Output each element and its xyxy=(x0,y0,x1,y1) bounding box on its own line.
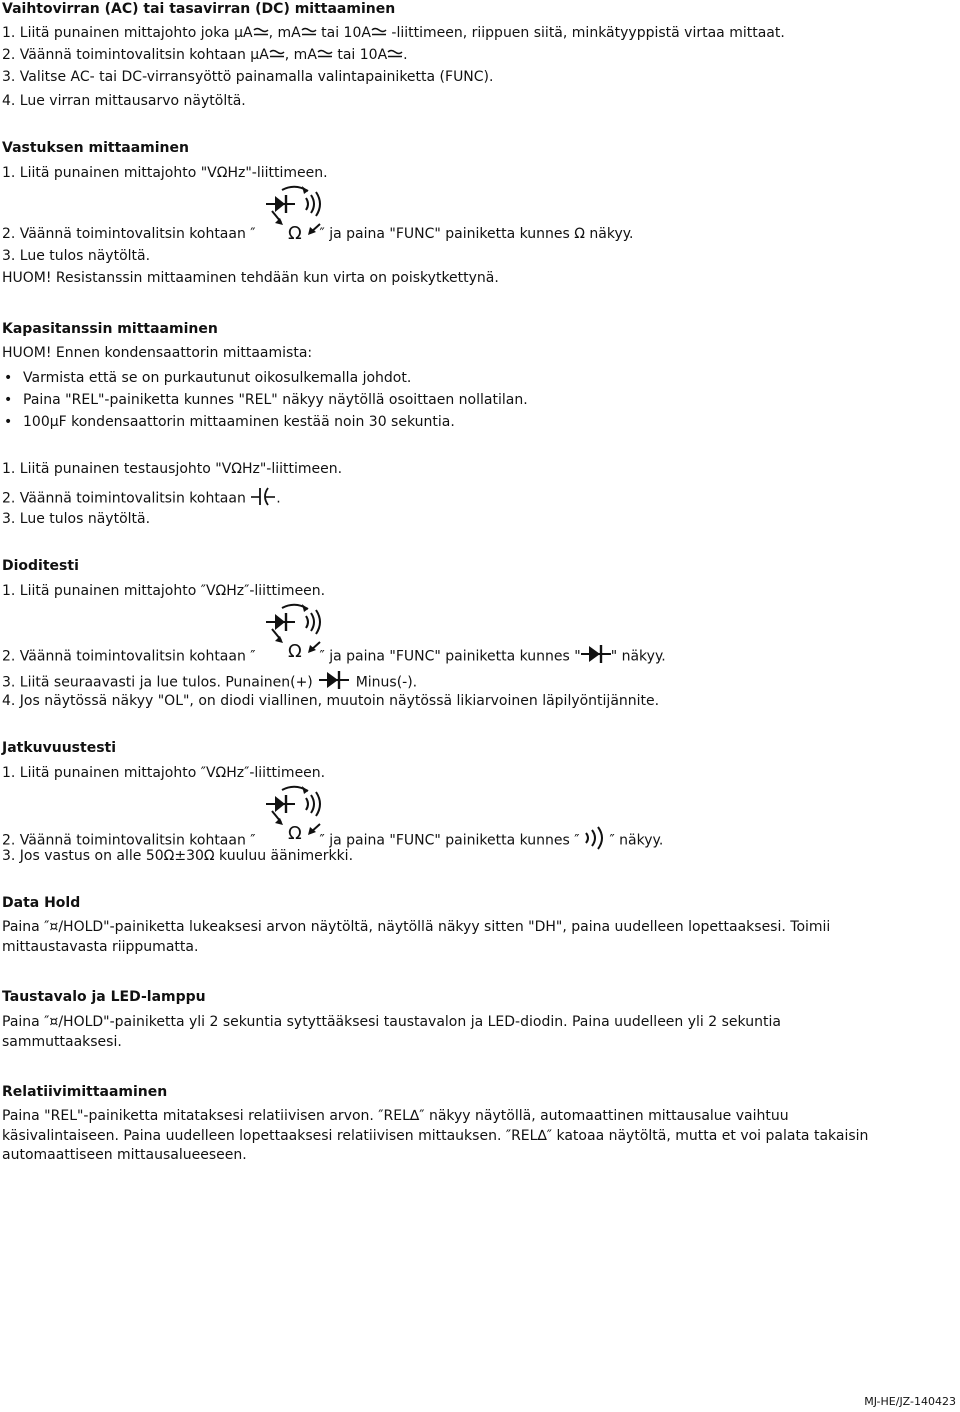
step-text: ″ näkyy. xyxy=(609,832,664,849)
list-item-text: Paina "REL"-painiketta kunnes "REL" näkyy näytöllä osoittaen nollatilan. xyxy=(23,392,528,408)
step-text: 2. Väännä toimintovalitsin kohtaan xyxy=(2,490,246,507)
step-text: 2. Väännä toimintovalitsin kohtaan μA xyxy=(2,47,269,63)
step-text: tai 10A xyxy=(316,25,371,41)
ac-dc-symbol-icon xyxy=(269,46,285,64)
ac-dc-symbol-icon xyxy=(371,24,387,42)
step-text: Minus(-). xyxy=(355,674,418,691)
step-text: -liittimeen, riippuen siitä, minkätyyppistä virtaa mittaat. xyxy=(386,25,785,41)
list-item-text: Varmista että se on purkautunut oikosulkemalla johdot. xyxy=(23,370,412,386)
bullet-dot: • xyxy=(4,392,13,408)
step-text: . xyxy=(276,490,281,507)
document-code: MJ-HE/JZ-140423 xyxy=(864,1395,956,1408)
diode-icon xyxy=(581,643,611,670)
ac-dc-step-2 xyxy=(2,46,408,64)
ac-dc-symbol-icon xyxy=(387,46,403,64)
step-text: 1. Liitä punainen mittajohto joka μA xyxy=(2,25,253,41)
capacitance-step-2 xyxy=(2,486,281,511)
list-item-text: 100μF kondensaattorin mittaaminen kestää noin 30 sekuntia. xyxy=(23,414,455,430)
section-heading-backlight: Taustavalo ja LED-lamppu xyxy=(2,989,206,1005)
backlight-text: Paina ″¤/HOLD"-painiketta yli 2 sekuntia sytyttääksesi taustavalon ja LED-diodin. Paina uudelleen yli 2 sekuntia sammuttaaksesi. xyxy=(2,1014,781,1050)
diode-step-4: 4. Jos näytössä näkyy "OL", on diodi viallinen, muutoin näytössä likiarvoinen läpilyöntijännite. xyxy=(2,693,660,709)
ac-dc-step-3: 3. Valitse AC- tai DC-virransyöttö painamalla valintapainiketta (FUNC). xyxy=(2,69,494,85)
capacitor-icon xyxy=(250,486,276,511)
step-text: " näkyy. xyxy=(610,648,666,665)
step-text: ″ ja paina "FUNC" painiketta kunnes Ω näkyy. xyxy=(319,226,634,242)
bullet-dot: • xyxy=(4,414,13,430)
bullet-dot: • xyxy=(4,370,13,386)
step-text: , mA xyxy=(284,47,317,63)
ac-dc-step-1 xyxy=(2,24,785,42)
section-heading-relative: Relatiivimittaaminen xyxy=(2,1084,168,1100)
step-text: , mA xyxy=(268,25,301,41)
section-heading-ac-dc: Vaihtovirran (AC) tai tasavirran (DC) mittaaminen xyxy=(2,1,396,17)
diode-ohm-continuity-dial-icon xyxy=(262,184,330,246)
ac-dc-symbol-icon xyxy=(317,46,333,64)
section-heading-diode: Dioditesti xyxy=(2,558,79,574)
ac-dc-symbol-icon xyxy=(301,24,317,42)
continuity-step-1: 1. Liitä punainen mittajohto ″VΩHz″-liittimeen. xyxy=(2,765,326,781)
diode-step-1: 1. Liitä punainen mittajohto ″VΩHz″-liittimeen. xyxy=(2,583,326,599)
svg-text:Ω: Ω xyxy=(288,823,302,844)
capacitance-step-1: 1. Liitä punainen testausjohto "VΩHz"-liittimeen. xyxy=(2,461,343,477)
step-text: 2. Väännä toimintovalitsin kohtaan ″ xyxy=(2,226,256,242)
step-text: 2. Väännä toimintovalitsin kohtaan ″ xyxy=(2,832,256,849)
step-text: ″ ja paina "FUNC" painiketta kunnes " xyxy=(319,648,581,665)
step-text: ″ ja paina "FUNC" painiketta kunnes ″ xyxy=(319,832,580,849)
section-heading-continuity: Jatkuvuustesti xyxy=(2,740,117,756)
list-item xyxy=(4,391,528,409)
diode-step-2 xyxy=(2,643,666,670)
list-item xyxy=(4,369,411,387)
step-text: 3. Liitä seuraavasti ja lue tulos. Punainen(+) xyxy=(2,674,313,691)
continuity-step-3: 3. Jos vastus on alle 50Ω±30Ω kuuluu äänimerkki. xyxy=(2,848,354,864)
resistance-step-1: 1. Liitä punainen mittajohto "VΩHz"-liittimeen. xyxy=(2,165,328,181)
ac-dc-step-4: 4. Lue virran mittausarvo näytöltä. xyxy=(2,93,246,109)
section-heading-capacitance: Kapasitanssin mittaaminen xyxy=(2,321,218,337)
step-text: tai 10A xyxy=(332,47,388,63)
section-heading-data-hold: Data Hold xyxy=(2,895,81,911)
step-text: 2. Väännä toimintovalitsin kohtaan ″ xyxy=(2,648,256,665)
capacitance-step-3: 3. Lue tulos näytöltä. xyxy=(2,511,151,527)
list-item xyxy=(4,413,455,431)
svg-text:Ω: Ω xyxy=(288,223,302,244)
resistance-note: HUOM! Resistanssin mittaaminen tehdään kun virta on poiskytkettynä. xyxy=(2,270,499,286)
ac-dc-symbol-icon xyxy=(253,24,269,42)
capacitance-note: HUOM! Ennen kondensaattorin mittaamista: xyxy=(2,345,313,361)
step-text: . xyxy=(403,47,408,63)
resistance-step-3: 3. Lue tulos näytöltä. xyxy=(2,248,151,264)
continuity-sound-icon xyxy=(582,825,608,856)
section-heading-resistance: Vastuksen mittaaminen xyxy=(2,140,189,156)
svg-text:Ω: Ω xyxy=(288,641,302,662)
relative-text: Paina "REL"-painiketta mitataksesi relatiivisen arvon. ″REL∆″ näkyy näytöllä, automaattinen mittausalue vaihtuu käsivalintaiseen. Paina uudelleen lopettaaksesi relatiivisen mittauksen. ″REL∆″ katoaa näytöltä, mutta et voi palata takaisin automaattiseen mittausalueeseen. xyxy=(2,1108,869,1163)
data-hold-text: Paina ″¤/HOLD"-painiketta lukeaksesi arvon näytöltä, näytöllä näkyy sitten "DH", paina uudelleen lopettaaksesi. Toimii mittaustavasta riippumatta. xyxy=(2,919,831,955)
